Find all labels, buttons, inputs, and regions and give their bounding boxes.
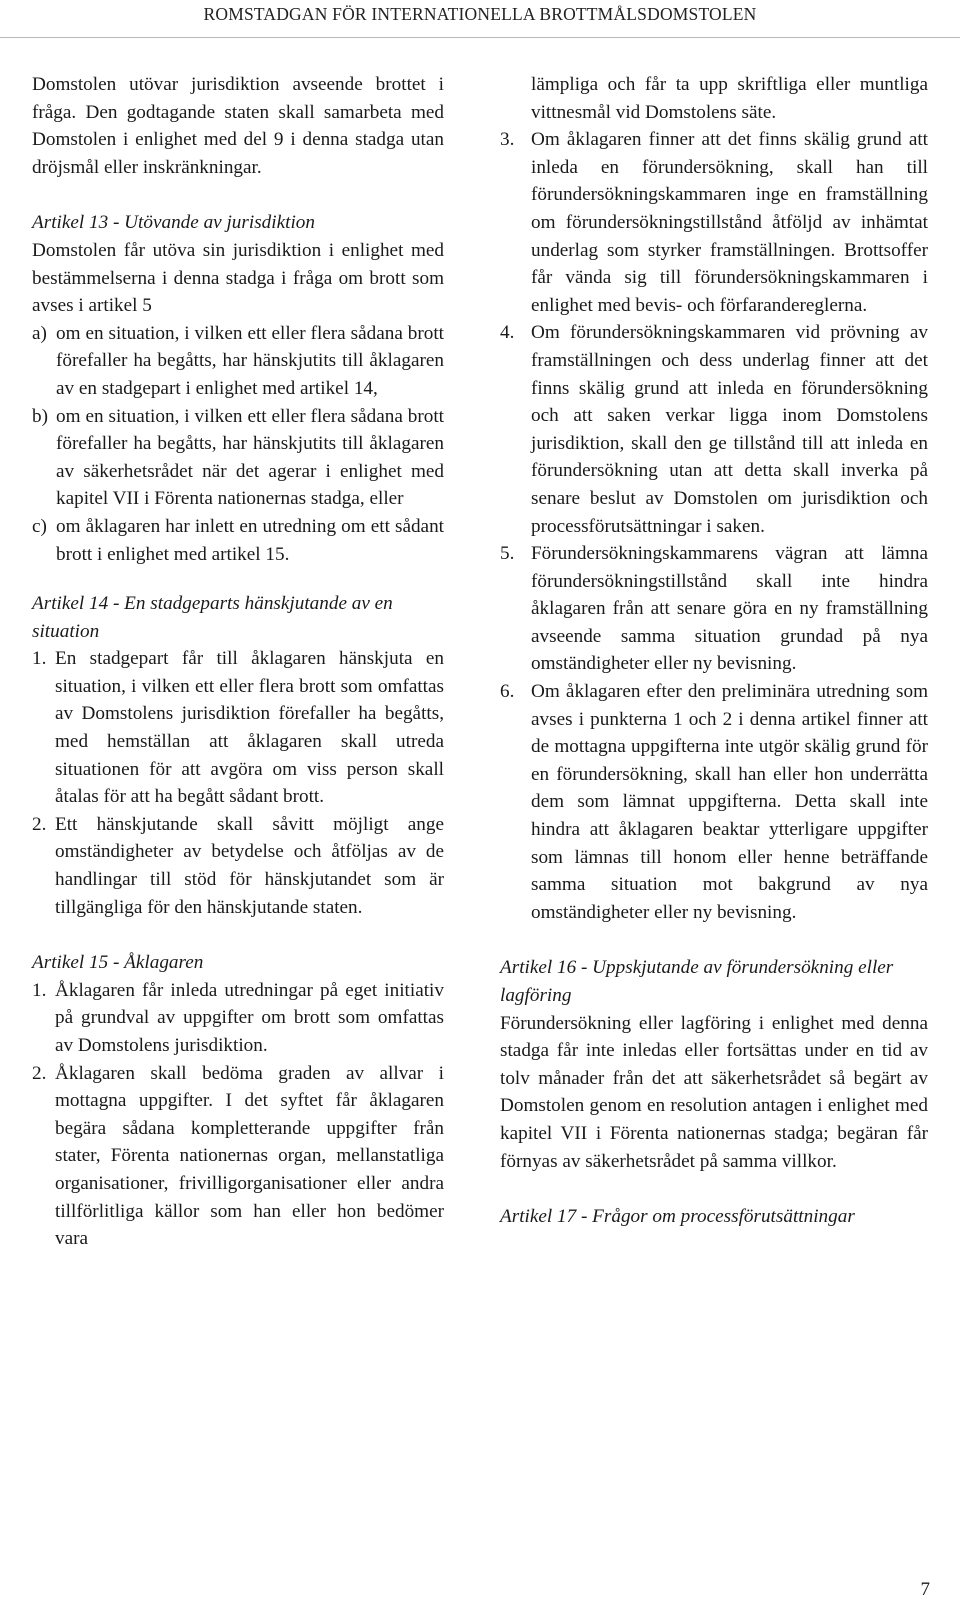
- item-text: Om åklagaren finner att det finns skälig grund att inleda en förundersökning, skall han till förundersökningskammaren inge en framställning om förundersökningstillstånd åtföljd av inhämtat underlag som styrker framställningen. Brottsoffer får vända sig till förundersökningskammaren i enlighet med bevis- och förfarandereglerna.: [531, 129, 928, 316]
- article-15-item-1: [32, 977, 444, 1060]
- item-text: Förundersökningskammarens vägran att lämna förundersökningstillstånd skall inte hindra åklagaren från att senare göra en ny framställning avseende samma situation grundad på nya omständigheter eller ny bevisning.: [531, 543, 928, 675]
- article-13-item-c: [32, 513, 444, 568]
- item-label: a): [32, 322, 47, 344]
- item-label: 6.: [500, 681, 515, 703]
- left-column: [32, 71, 444, 1253]
- article-15-item-3: [500, 126, 928, 319]
- article-13-item-b: [32, 403, 444, 513]
- article-16-text: Förundersökning eller lagföring i enlighet med denna stadga får inte inledas eller fortsättas under en tid av tolv månader från det att säkerhetsrådet så begärt av Domstolen genom en resolution antagen i enlighet med kapitel VII i Förenta nationernas stadga; begäran får förnyas av säkerhetsrådet på samma villkor.: [500, 1012, 928, 1172]
- article-15-item-2: [32, 1060, 444, 1253]
- left-intro-paragraph: Domstolen utövar jurisdiktion avseende brottet i fråga. Den godtagande staten skall samarbeta med Domstolen i enlighet med del 9 i denna stadga utan dröjsmål eller inskränkningar.: [32, 74, 444, 178]
- item-text: En stadgepart får till åklagaren hänskjuta en situation, i vilken ett eller flera brott som omfattas av Domstolens jurisdiktion förefaller ha begåtts, med hemställan att åklagaren skall utreda situationen för att avgöra om viss person skall åtalas för att ha begått sådant brott.: [55, 648, 444, 808]
- item-label: 5.: [500, 543, 515, 565]
- item-text: om en situation, i vilken ett eller flera sådana brott förefaller ha begåtts, har hänskjutits till åklagaren av säkerhetsrådet när det agerar i enlighet med kapitel VII i Förenta nationernas stadga, eller: [56, 405, 444, 510]
- item-text: Åklagaren skall bedöma graden av allvar i mottagna uppgifter. I det syftet får åklagaren begära sådana kompletterande uppgifter från stater, Förenta nationernas organ, mellanstatliga organisationer, frivilligorganisationer eller andra tillförlitliga källor som han eller hon bedömer vara: [55, 1062, 444, 1250]
- item-label: 2.: [32, 1062, 47, 1084]
- item-text: Om åklagaren efter den preliminära utredning som avses i punkterna 1 och 2 i denna artikel finner att de mottagna uppgifterna inte utgör skälig grund för en förundersökning, skall han eller hon underrätta dem som lämnat uppgifterna. Detta skall inte hindra att åklagaren beaktar ytterligare uppgifter som lämnas till honom eller henne beträffande samma situation mot bakgrund av nya omständigheter eller ny bevisning.: [531, 681, 928, 923]
- article-17-heading: Artikel 17 - Frågor om processförutsättningar: [500, 1206, 855, 1228]
- item-text: Om förundersökningskammaren vid prövning av framställningen och dess underlag finner att det finns skälig grund att inleda en förundersökning och att saken verkar ligga inom Domstolens jurisdiktion, skall den ge tillstånd till att inleda en förundersökning utan att detta skall inverka på senare beslut av Domstolen om jurisdiktion och processförutsättningar i saken.: [531, 322, 928, 537]
- right-column: [500, 71, 928, 1231]
- article-13-heading: Artikel 13 - Utövande av jurisdiktion: [32, 212, 315, 234]
- running-header: ROMSTADGAN FÖR INTERNATIONELLA BROTTMÅLSDOMSTOLEN: [203, 4, 757, 24]
- item-text: om åklagaren har inlett en utredning om ett sådant brott i enlighet med artikel 15.: [56, 515, 444, 565]
- article-16-heading: Artikel 16 - Uppskjutande av förundersökning eller lagföring: [500, 957, 894, 1006]
- article-15-heading: Artikel 15 - Åklagaren: [32, 952, 204, 974]
- item-text: Ett hänskjutande skall såvitt möjligt ange omständigheter av betydelse och åtföljas av de handlingar till stöd för hänskjutandet som är tillgängliga för den hänskjutande staten.: [55, 813, 444, 918]
- article-15-item-5: [500, 540, 928, 678]
- item-text: om en situation, i vilken ett eller flera sådana brott förefaller ha begåtts, har hänskjutits till åklagaren av en stadgepart i enlighet med artikel 14,: [56, 322, 444, 399]
- item-text: lämpliga och får ta upp skriftliga eller muntliga vittnesmål vid Domstolens säte.: [531, 74, 928, 123]
- article-15-continuation: [500, 71, 928, 126]
- page-number: 7: [920, 1579, 930, 1600]
- article-15-item-6: [500, 678, 928, 926]
- item-label: 1.: [32, 979, 47, 1001]
- header-rule: [0, 37, 960, 38]
- item-label: b): [32, 405, 48, 427]
- article-14-item-2: [32, 811, 444, 921]
- article-14-item-1: [32, 645, 444, 811]
- item-label: 2.: [32, 813, 47, 835]
- article-13-intro: Domstolen får utöva sin jurisdiktion i enlighet med bestämmelserna i denna stadga i fråga om brott som avses i artikel 5: [32, 239, 444, 317]
- article-14-heading: Artikel 14 - En stadgeparts hänskjutande av en situation: [32, 593, 393, 642]
- item-label: 3.: [500, 129, 515, 151]
- item-label: c): [32, 515, 47, 537]
- item-label: 1.: [32, 648, 47, 670]
- article-13-item-a: [32, 320, 444, 403]
- item-label: 4.: [500, 322, 515, 344]
- article-15-item-4: [500, 319, 928, 540]
- item-text: Åklagaren får inleda utredningar på eget initiativ på grundval av uppgifter om brott som omfattas av Domstolens jurisdiktion.: [55, 979, 444, 1056]
